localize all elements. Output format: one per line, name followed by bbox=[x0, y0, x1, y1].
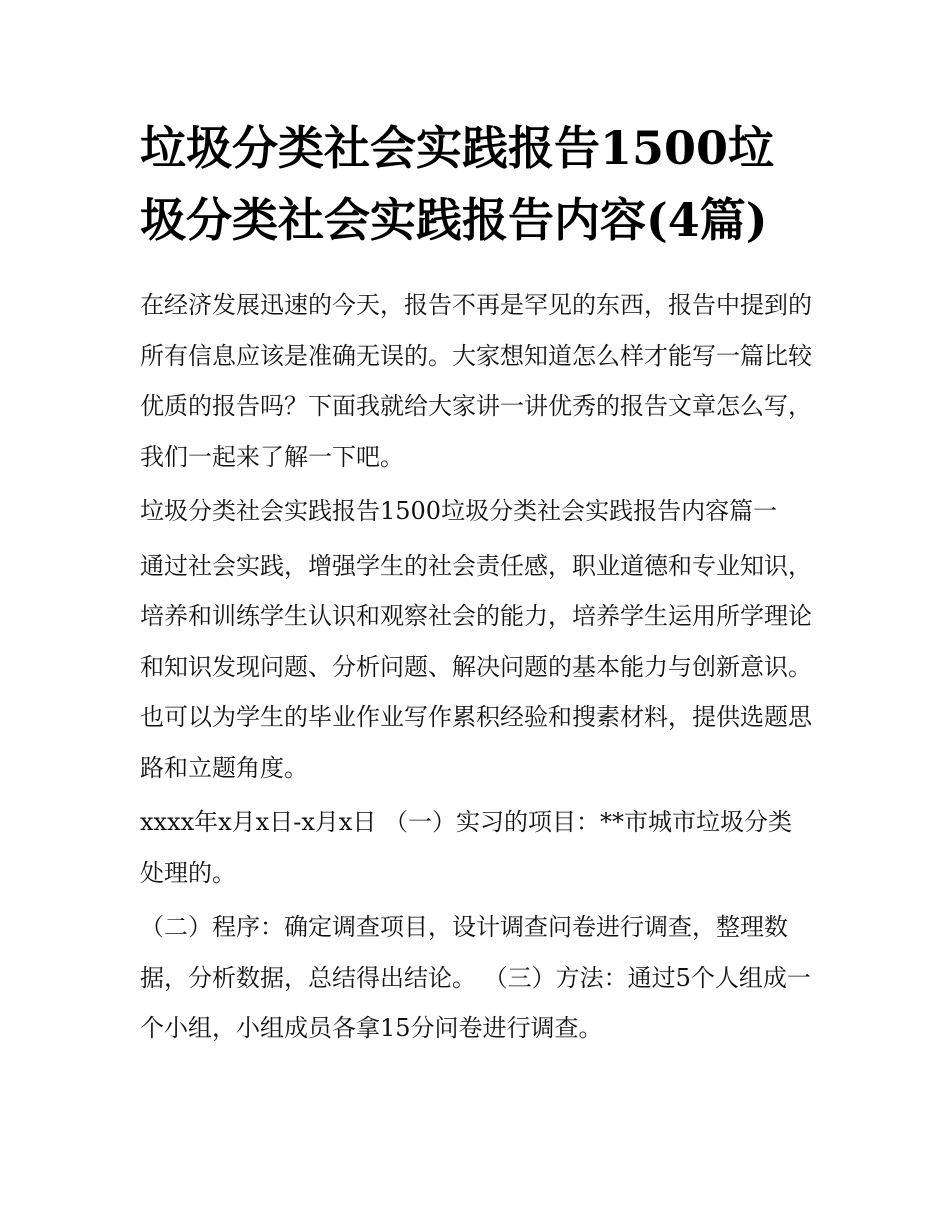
procedure-paragraph: （二）程序：确定调查项目，设计调查问卷进行调查，整理数据，分析数据，总结得出结论。 （三）方法：通过5个人组成一个小组，小组成员各拿15分问卷进行调查。 bbox=[140, 913, 811, 1042]
section-heading: 垃圾分类社会实践报告1500垃圾分类社会实践报告内容篇一 bbox=[140, 497, 778, 525]
project-paragraph: xxxx年x月x日-x月x日 （一）实习的项目：**市城市垃圾分类处理的。 bbox=[140, 808, 793, 887]
document-title: 垃圾分类社会实践报告1500垃圾分类社会实践报告内容(4篇) bbox=[140, 121, 775, 247]
document-body bbox=[140, 280, 812, 1054]
document-content bbox=[140, 112, 812, 1058]
intro-paragraph: 在经济发展迅速的今天，报告不再是罕见的东西，报告中提到的所有信息应该是准确无误的。大家想知道怎么样才能写一篇比较优质的报告吗？下面我就给大家讲一讲优秀的报告文章怎么写，我们一起来了解一下吧。 bbox=[140, 291, 812, 471]
purpose-paragraph: 通过社会实践，增强学生的社会责任感，职业道德和专业知识，培养和训练学生认识和观察社会的能力，培养学生运用所学理论和知识发现问题、分析问题、解决问题的基本能力与创新意识。也可以为学生的毕业作业写作累积经验和搜素材料，提供选题思路和立题角度。 bbox=[140, 551, 812, 782]
